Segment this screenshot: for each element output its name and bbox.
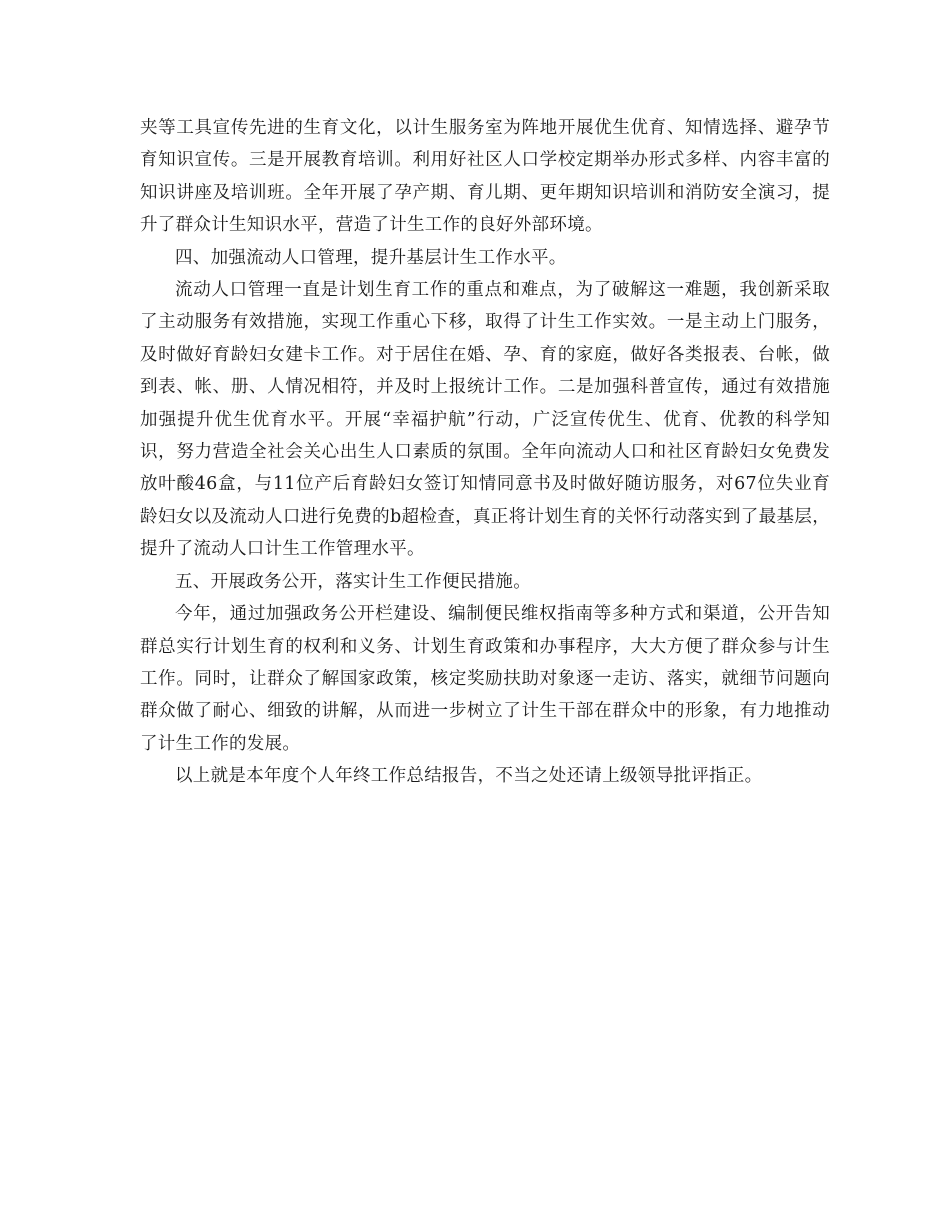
document-body [140,112,830,793]
paragraph-government-affairs: 今年，通过加强政务公开栏建设、编制便民维权指南等多种方式和渠道，公开告知群总实行计划生育的权利和义务、计划生育政策和办事程序，大大方便了群众参与计生工作。同时，让群众了解国家政策，核定奖励扶助对象逐一走访、落实，就细节问题向群众做了耐心、细致的讲解，从而进一步树立了计生干部在群众中的形象，有力地推动了计生工作的发展。 [140,604,830,754]
section-heading-government-affairs: 五、开展政务公开，落实计生工作便民措施。 [175,571,531,592]
paragraph-intro-continuation: 夹等工具宣传先进的生育文化，以计生服务室为阵地开展优生优育、知情选择、避孕节育知识宣传。三是开展教育培训。利用好社区人口学校定期举办形式多样、内容丰富的知识讲座及培训班。全年开展了孕产期、育儿期、更年期知识培训和消防安全演习，提升了群众计生知识水平，营造了计生工作的良好外部环境。 [140,118,830,236]
paragraph-floating-population: 流动人口管理一直是计划生育工作的重点和难点，为了破解这一难题，我创新采取了主动服务有效措施，实现工作重心下移，取得了计生工作实效。一是主动上门服务，及时做好育龄妇女建卡工作。对于居住在婚、孕、育的家庭，做好各类报表、台帐，做到表、帐、册、人情况相符，并及时上报统计工作。二是加强科普宣传，通过有效措施加强提升优生优育水平。开展“幸福护航”行动，广泛宣传优生、优育、优教的科学知识，努力营造全社会关心出生人口素质的氛围。全年向流动人口和社区育龄妇女免费发放叶酸46盒，与11位产后育龄妇女签订知情同意书及时做好随访服务，对67位失业育龄妇女以及流动人口进行免费的b超检查，真正将计划生育的关怀行动落实到了最基层，提升了流动人口计生工作管理水平。 [140,280,830,560]
paragraph-conclusion: 以上就是本年度个人年终工作总结报告，不当之处还请上级领导批评指正。 [175,766,763,787]
section-heading-floating-population: 四、加强流动人口管理，提升基层计生工作水平。 [175,247,567,268]
